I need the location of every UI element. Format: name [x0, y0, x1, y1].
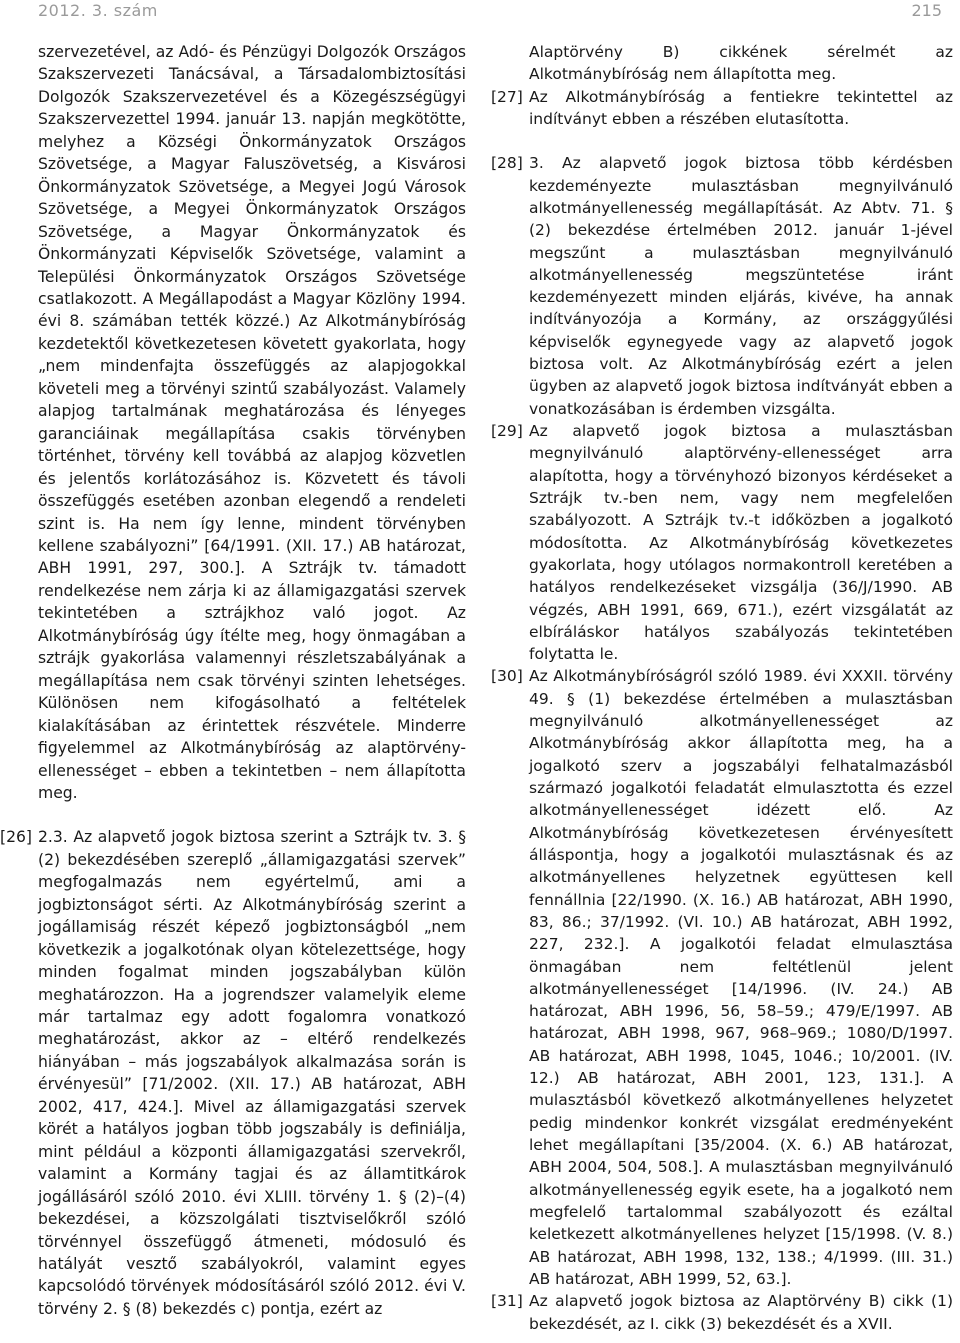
paragraph-27	[491, 86, 953, 131]
paragraph-number: [31]	[491, 1292, 523, 1311]
page-number: 215	[911, 1, 942, 20]
left-column	[0, 41, 466, 1320]
page-header	[0, 0, 960, 22]
paragraph-30	[491, 665, 953, 1290]
paragraph-text: Alaptörvény B) cikkének sérelmét az Alkotmánybíróság nem állapította meg.	[529, 43, 953, 84]
paragraph-text: 3. Az alapvető jogok biztosa több kérdésben kezdeményezte mulasztásban megnyilvánuló alkotmányellenesség megállapítását. Az Abtv. 71. § (2) bekezdése értelmében 2012. január 1-jével megszűnt a mulasztásban megnyilvánuló alkotmányellenesség megszüntetése iránt kezdeményezett minden eljárás, kivéve, ha annak indítványozója a Kormány, az országgyűlési képviselők egynegyede vagy az alapvető jogok biztosa volt. Az Alkotmánybíróság ezért a jelen ügyben az alapvető jogok biztosa indítványát ebben a vonatkozásában is érdemben vizsgálta.	[529, 154, 953, 418]
paragraph-text: Az alapvető jogok biztosa az Alaptörvény B) cikk (1) bekezdését, az I. cikk (3) bekezdését és a XVII.	[529, 1292, 953, 1333]
paragraph-28	[491, 152, 953, 420]
paragraph-number: [30]	[491, 667, 523, 686]
paragraph-26	[0, 826, 466, 1320]
paragraph-31	[491, 1290, 953, 1335]
right-column	[491, 41, 953, 1335]
paragraph-text: Az Alkotmánybíróságról szóló 1989. évi XXXII. törvény 49. § (1) bekezdése értelmében a mulasztásban megnyilvánuló alkotmányellenességet az Alkotmánybíróság akkor állapította meg, ha a jogalkotó szerv a jogszabályi felhatalmazásból származó jogalkotói feladatát elmulasztotta és ezzel alkotmányellenességet idézett elő. Az Alkotmánybíróság következetesen érvényesített álláspontja, hogy a jogalkotói mulasztásnak és az alkotmányellenes helyzetnek együttesen kell fennállnia [22/1990. (X. 16.) AB határozat, ABH 1990, 83, 86.; 37/1992. (VI. 10.) AB határozat, ABH 1992, 227, 232.]. A jogalkotói feladat elmulasztása önmagában nem feltétlenül jelent alkotmányellenességet [14/1996. (IV. 24.) AB határozat, ABH 1996, 56, 58–59.; 479/E/1997. AB határozat, ABH 1998, 967, 968–969.; 1080/D/1997. AB határozat, ABH 1998, 1045, 1046.; 10/2001. (IV. 12.) AB határozat, ABH 2001, 123, 131.]. A mulasztásból következő alkotmányellenes helyzetet pedig mindenkor konkrét vizsgálat eredményeként lehet megállapítani [35/2004. (X. 6.) AB határozat, ABH 2004, 504, 508.]. A mulasztásban megnyilvánuló alkotmányellenesség egyik esete, ha a jogalkotó nem megfelelő tartalommal szabályozott és ezáltal keletkezett alkotmányellenes helyzet [15/1998. (V. 8.) AB határozat, ABH 1998, 132, 138.; 4/1999. (III. 31.) AB határozat, ABH 1999, 52, 63.].	[529, 667, 953, 1288]
paragraph-number: [26]	[0, 828, 33, 847]
paragraph-29	[491, 420, 953, 665]
paragraph-text: 2.3. Az alapvető jogok biztosa szerint a Sztrájk tv. 3. § (2) bekezdésében szereplő „államigazgatási szervek” megfogalmazás nem egyértelmű, ami a jogbiztonságot sérti. Az Alkotmánybíróság szerint a jogállamiság részét képező jogbiztonságból „nem következik a jogalkotónak olyan kötelezettsége, hogy minden fogalmat minden jogszabályban külön meghatározzon. Ha a jogrendszer valamelyik eleme már tartalmaz egy adott fogalomra vonatkozó meghatározást, akkor az – eltérő rendelkezés hiányában – más jogszabályok alkalmazása során is érvényesül” [71/2002. (XII. 17.) AB határozat, ABH 2002, 417, 424.]. Mivel az államigazgatási szervek körét a hatályos jogban több jogszabály is definiálja, mint például a központi államigazgatási szervekről, valamint a Kormány tagjai és az államtitkárok jogállásáról szóló 2010. évi XLIII. törvény 1. § (2)–(4) bekezdései, a közszolgálati tisztviselőkről szóló törvénnyel összefüggő átmeneti, módosuló és hatályát vesztő szabályokról, valamint egyes kapcsolódó törvények módosításáról szóló 2012. évi V. törvény 2. § (8) bekezdés c) pontja, ezért az	[38, 828, 466, 1318]
paragraph-number: [29]	[491, 422, 523, 440]
paragraph-text: Az Alkotmánybíróság a fentiekre tekintettel az indítványt ebben a részében elutasította.	[529, 87, 953, 128]
paragraph-continued	[491, 41, 953, 86]
paragraph-continued	[38, 41, 466, 804]
paragraph-text: szervezetével, az Adó- és Pénzügyi Dolgozók Országos Szakszervezeti Tanácsával, a Társadalombiztosítási Dolgozók Szakszervezetével és a Közegészségügyi Szakszervezettel 1994. január 13. napján megkötötte, melyhez a Községi Önkormányzatok Országos Szövetsége, a Magyar Faluszövetség, a Kisvárosi Önkormányzatok Szövetsége, a Megyei Jogú Városok Szövetsége, a Megyei Önkormányzatok Országos Szövetsége, a Magyar Önkormányzatok és Önkormányzati Képviselők Szövetsége, valamint a Települési Önkormányzatok Országos Szövetsége csatlakozott. A Megállapodást a Magyar Közlöny 1994. évi 8. számában tették közzé.) Az Alkotmánybíróság kezdetektől következetesen követett gyakorlata, hogy „nem mindenfajta összefüggés az alapjogokkal követeli meg a törvényi szintű szabályozást. Valamely alapjog tartalmának meghatározása és lényeges garanciáinak megállapítása csakis törvényben történhet, törvény kell továbbá az alapjog közvetlen és jelentős korlátozásához is. Közvetett és távoli összefüggés esetében azonban elegendő a rendeleti szint is. Ha nem így lenne, mindent törvényben kellene szabályozni” [64/1991. (XII. 17.) AB határozat, ABH 1991, 297, 300.]. A Sztrájk tv. támadott rendelkezése nem zárja ki az államigazgatási szervek tekintetében a sztrájkhoz való jogot. Az Alkotmánybíróság úgy ítélte meg, hogy önmagában a sztrájk gyakorlása valamennyi részletszabályának a megállapítása nem csak törvényi szinten lehetséges. Különösen nem kifogásolható a feltételek kialakításában az érintettek részvétele. Minderre figyelemmel az Alkotmánybíróság az alaptörvény-ellenességet – ebben a tekintetben – nem állapította meg.	[38, 43, 466, 802]
paragraph-number: [27]	[491, 87, 523, 106]
issue-label: 2012. 3. szám	[38, 1, 158, 20]
paragraph-text: Az alapvető jogok biztosa a mulasztásban megnyilvánuló alaptörvény-ellenességet arra alapította, hogy a törvényhozó bizonyos kérdéseket a Sztrájk tv.-ben nem, vagy nem megfelelően szabályozott. A Sztrájk tv.-t időközben a jogalkotó módosította. Az Alkotmánybíróság következetes gyakorlata, hogy utólagos normakontroll keretében a hatályos rendelkezéseket vizsgálja (36/J/1990. AB végzés, ABH 1991, 669, 671.), ezért vizsgálatát az elbíráláskor hatályos szabályozás tekintetében folytatta le.	[529, 422, 953, 664]
paragraph-number: [28]	[491, 154, 523, 173]
